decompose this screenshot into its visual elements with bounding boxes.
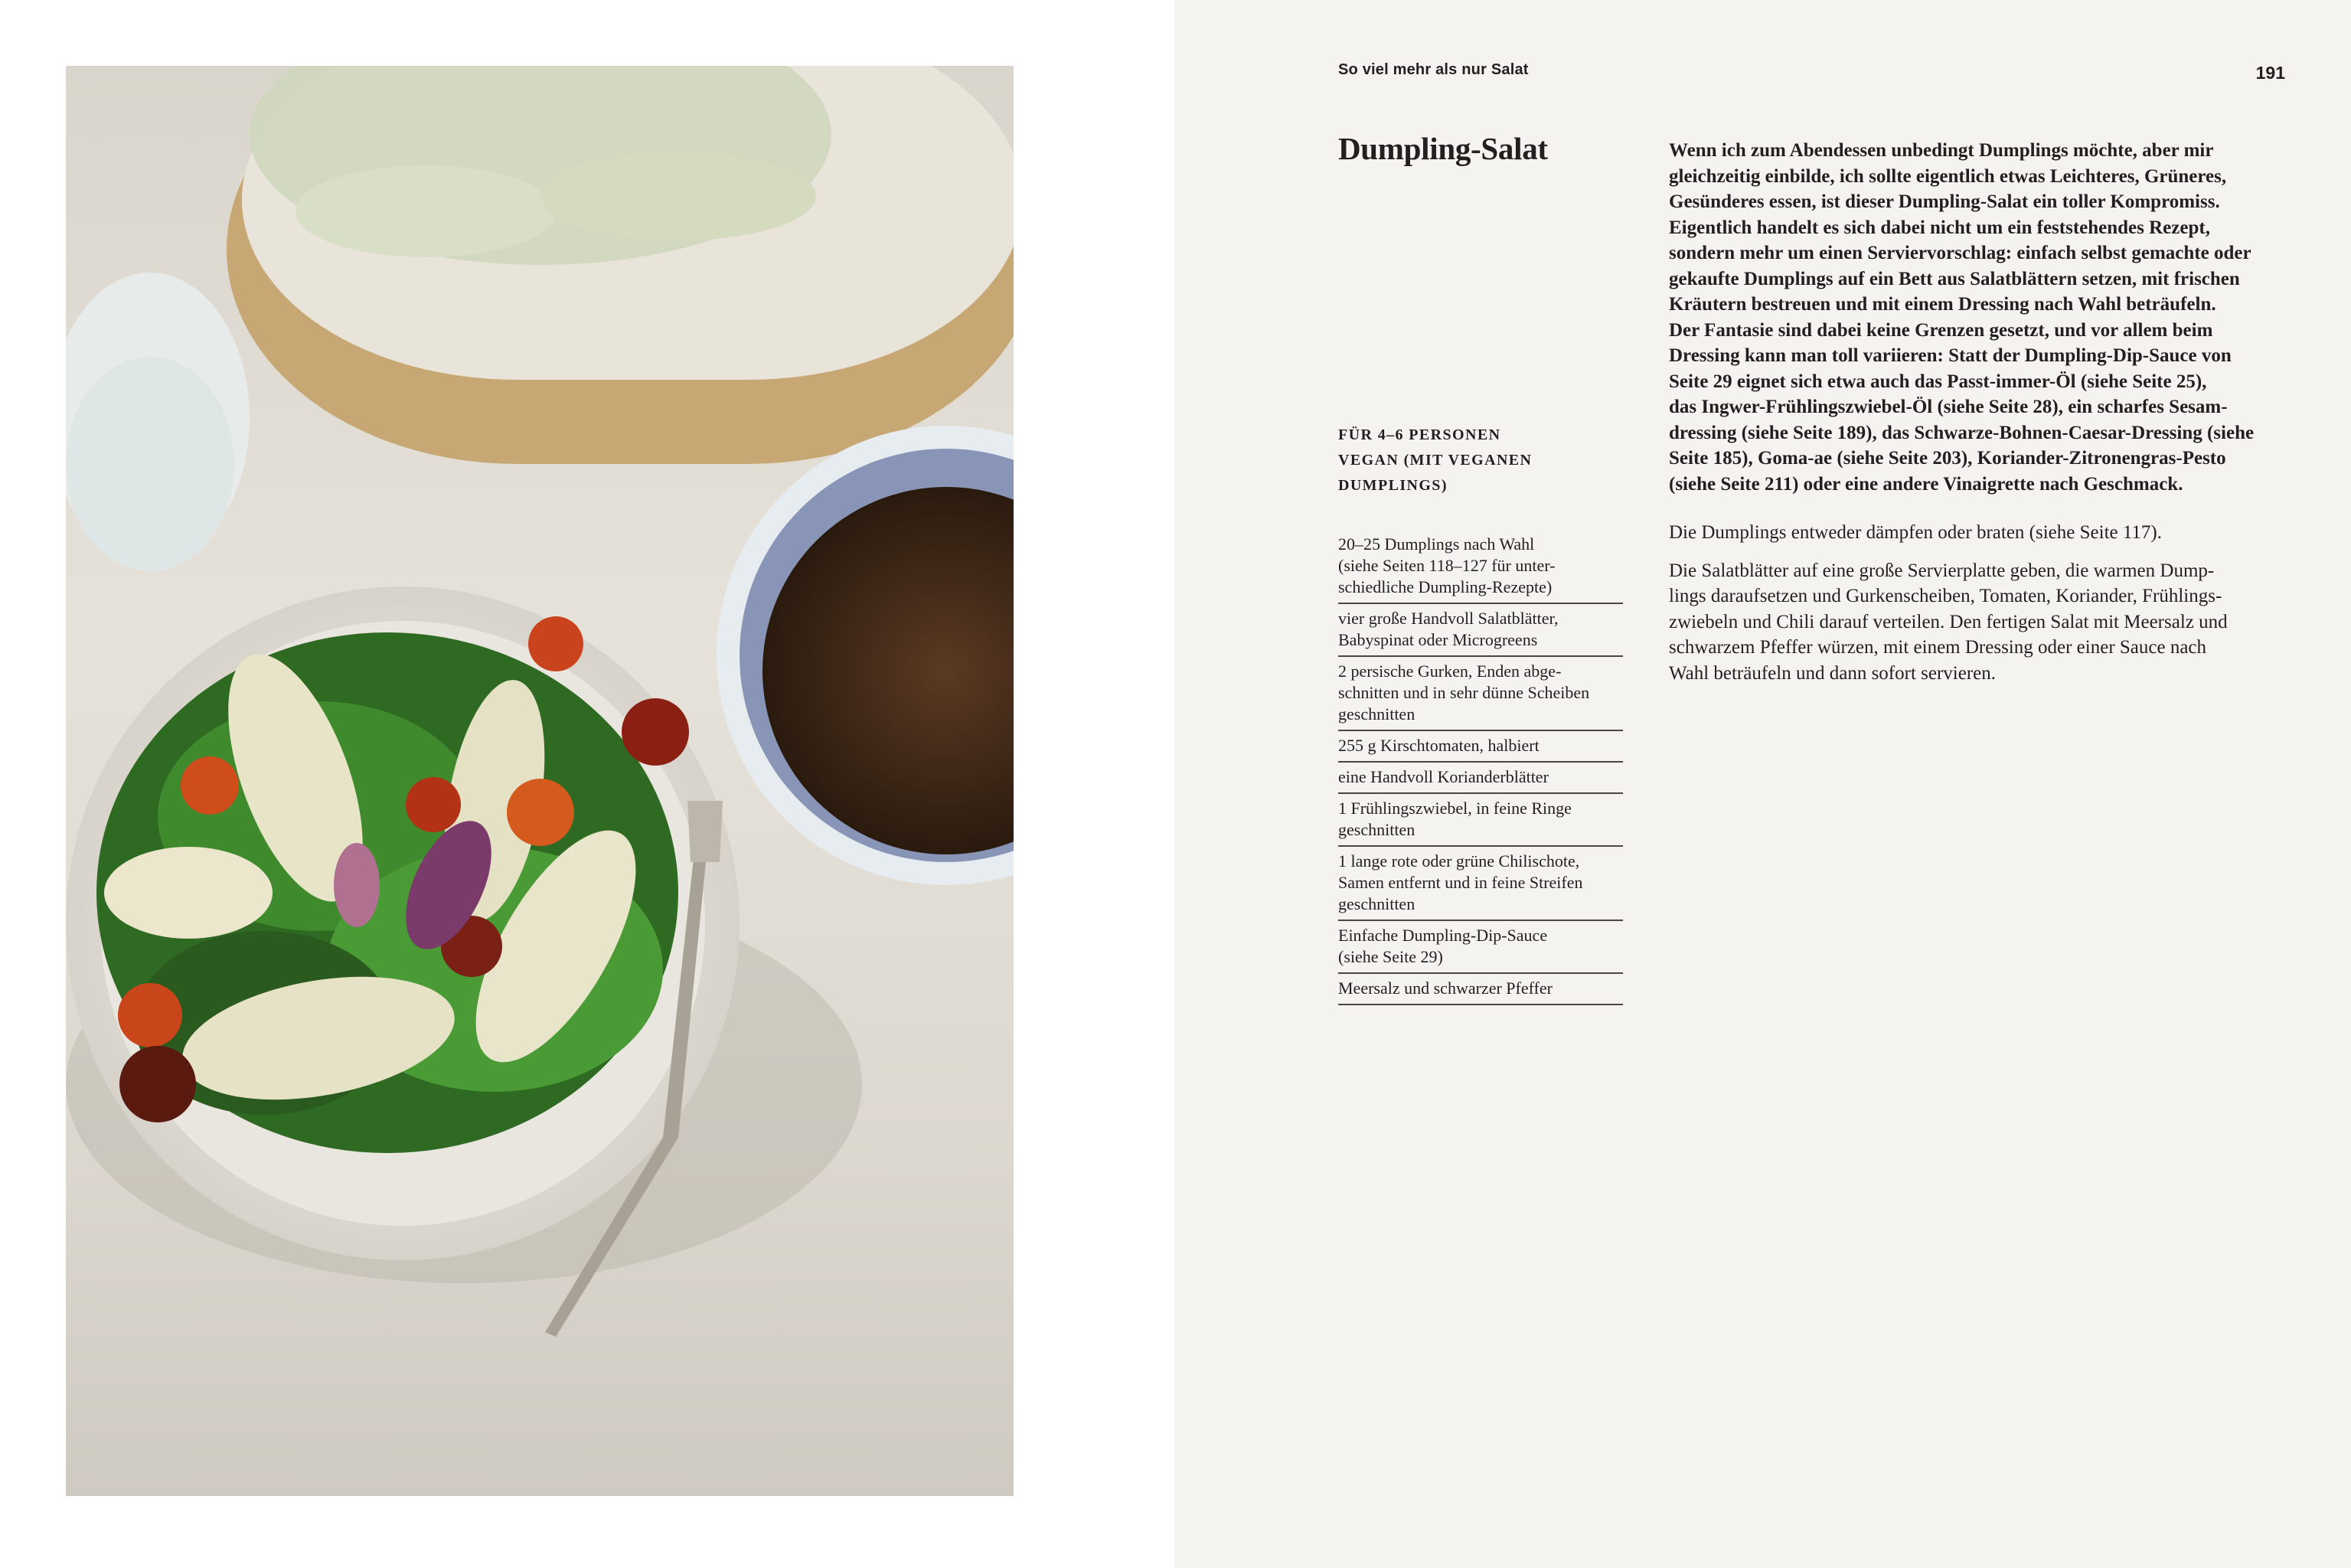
servings-line: FÜR 4–6 PERSONEN: [1338, 426, 1501, 443]
ingredient-line: 255 g Kirschtomaten, halbiert: [1338, 736, 1540, 755]
intro-line: Wenn ich zum Abendessen unbedingt Dumplings möchte, aber mir: [1669, 140, 2214, 161]
running-head: So viel mehr als nur Salat: [1338, 61, 1529, 78]
ingredient-line: eine Handvoll Korianderblätter: [1338, 767, 1549, 786]
method-step-1: [1669, 520, 2281, 546]
ingredient-line: Meersalz und schwarzer Pfeffer: [1338, 978, 1553, 998]
ingredient-item: [1338, 921, 1623, 974]
ingredient-item: [1338, 731, 1623, 763]
servings-line: VEGAN (MIT VEGANEN: [1338, 452, 1533, 469]
intro-line: Seite 29 eignet sich etwa auch das Passt-immer-Öl (siehe Seite 25),: [1669, 371, 2207, 392]
recipe-body: [1669, 138, 2281, 686]
intro-line: Der Fantasie sind dabei keine Grenzen gesetzt, und vor allem beim: [1669, 319, 2213, 341]
ingredient-line: geschnitten: [1338, 704, 1415, 724]
intro-line: das Ingwer-Frühlingszwiebel-Öl (siehe Seite 28), ein scharfes Sesam-: [1669, 397, 2228, 417]
ingredient-line: Einfache Dumpling-Dip-Sauce: [1338, 926, 1548, 945]
intro-line: Gesünderes essen, ist dieser Dumpling-Salat ein toller Kompromiss.: [1669, 191, 2220, 212]
ingredient-line: schnitten und in sehr dünne Scheiben: [1338, 683, 1590, 702]
method-line: schwarzem Pfeffer würzen, mit einem Dressing oder einer Sauce nach: [1669, 637, 2207, 658]
method-line: lings daraufsetzen und Gurkenscheiben, Tomaten, Koriander, Frühlings-: [1669, 586, 2222, 606]
photo-illustration: [66, 66, 1014, 1496]
ingredient-list: [1338, 530, 1623, 1005]
ingredient-line: 1 lange rote oder grüne Chilischote,: [1338, 851, 1580, 871]
servings-info: [1338, 423, 1637, 498]
servings-line: DUMPLINGS): [1338, 477, 1448, 494]
dumpling-salad-photo: [66, 66, 1014, 1496]
ingredient-line: (siehe Seiten 118–127 für unter-: [1338, 556, 1556, 575]
intro-line: gleichzeitig einbilde, ich sollte eigentlich etwas Leichteres, Grüneres,: [1669, 165, 2227, 187]
ingredient-line: 1 Frühlingszwiebel, in feine Ringe: [1338, 799, 1572, 818]
ingredient-line: 20–25 Dumplings nach Wahl: [1338, 534, 1535, 554]
page-number: 191: [2255, 63, 2285, 83]
method-line: zwiebeln und Chili darauf verteilen. Den fertigen Salat mit Meersalz und: [1669, 611, 2228, 632]
ingredient-line: geschnitten: [1338, 820, 1415, 839]
intro-line: Dressing kann man toll variieren: Statt der Dumpling-Dip-Sauce von: [1669, 345, 2232, 366]
ingredient-item: [1338, 530, 1623, 604]
ingredient-line: (siehe Seite 29): [1338, 947, 1443, 966]
intro-line: sondern mehr um einen Serviervorschlag: einfach selbst gemachte oder: [1669, 243, 2251, 263]
intro-line: Kräutern bestreuen und mit einem Dressing nach Wahl beträufeln.: [1669, 294, 2216, 315]
intro-line: Seite 185), Goma-ae (siehe Seite 203), Koriander-Zitronengras-Pesto: [1669, 448, 2226, 469]
ingredient-item: [1338, 974, 1623, 1005]
intro-line: dressing (siehe Seite 189), das Schwarze-Bohnen-Caesar-Dressing (siehe: [1669, 422, 2255, 443]
method-line: Wahl beträufeln und dann sofort servieren.: [1669, 662, 1997, 684]
ingredient-item: [1338, 657, 1623, 731]
intro-paragraph: [1669, 138, 2281, 497]
ingredient-item: [1338, 794, 1623, 847]
ingredient-item: [1338, 763, 1623, 794]
left-page: [0, 0, 1174, 1568]
ingredient-line: vier große Handvoll Salatblätter,: [1338, 609, 1559, 628]
ingredient-item: [1338, 604, 1623, 657]
method-step-2: [1669, 558, 2281, 687]
intro-line: Eigentlich handelt es sich dabei nicht um ein feststehendes Rezept,: [1669, 217, 2210, 238]
ingredient-line: Samen entfernt und in feine Streifen: [1338, 873, 1583, 892]
ingredient-line: geschnitten: [1338, 894, 1415, 913]
ingredient-line: Babyspinat oder Microgreens: [1338, 630, 1538, 649]
ingredient-line: 2 persische Gurken, Enden abge-: [1338, 662, 1562, 681]
ingredient-line: schiedliche Dumpling-Rezepte): [1338, 577, 1553, 596]
intro-line: gekaufte Dumplings auf ein Bett aus Salatblättern setzen, mit frischen: [1669, 268, 2240, 289]
method-line: Die Dumplings entweder dämpfen oder braten (siehe Seite 117).: [1669, 522, 2163, 543]
intro-line: (siehe Seite 211) oder eine andere Vinaigrette nach Geschmack.: [1669, 473, 2183, 495]
method-line: Die Salatblätter auf eine große Servierplatte geben, die warmen Dump-: [1669, 560, 2215, 581]
recipe-title: Dumpling-Salat: [1338, 131, 1548, 166]
ingredient-item: [1338, 847, 1623, 921]
